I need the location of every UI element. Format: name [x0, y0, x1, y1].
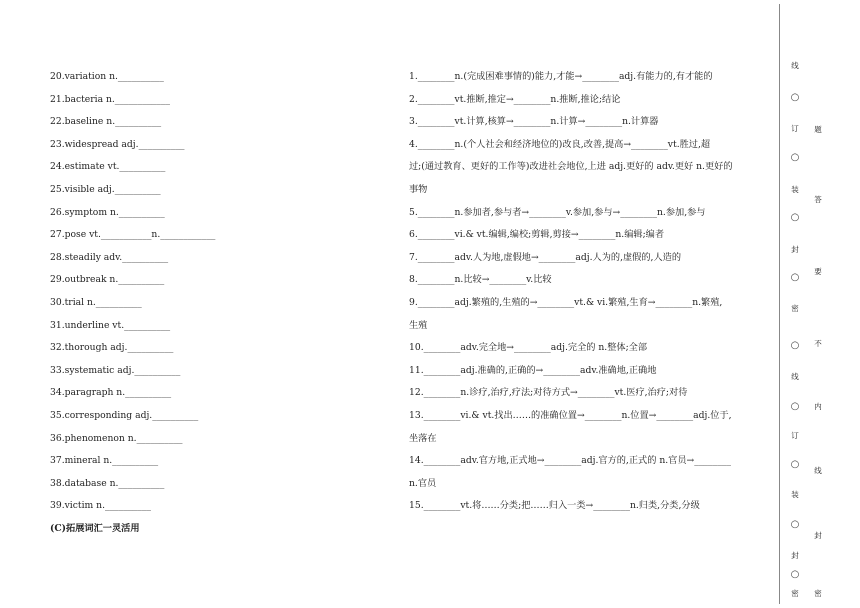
vocab-item: 33.systematic adj.__________ — [50, 364, 181, 376]
vocab-item: 34.paragraph n.__________ — [50, 387, 172, 399]
vocab-item: 31.underline vt.__________ — [50, 319, 171, 331]
exercise-line: 2.________vt.推断,推定→________n.推断,推论;结论 — [409, 93, 621, 105]
vocab-item: 22.baseline n.__________ — [50, 116, 162, 128]
vocab-item: 21.bacteria n.____________ — [50, 93, 170, 105]
exercise-line: 10.________adv.完全地→________adj.完全的 n.整体;全部 — [409, 342, 648, 354]
exercise-line: 坐落在 — [409, 432, 437, 444]
binding-circle: ○ — [790, 459, 800, 470]
vocab-item: 26.symptom n.__________ — [50, 206, 165, 218]
binding-char: 密 — [791, 589, 799, 598]
exercise-line: 7.________adv.人为地,虚假地→________adj.人为的,虚假的,人造的 — [409, 251, 682, 263]
vocab-list-left — [50, 66, 380, 540]
binding-circle: ○ — [790, 152, 800, 163]
binding-circle: ○ — [790, 569, 800, 580]
vocab-list-right — [409, 66, 761, 518]
exercise-line: n.官员 — [409, 477, 437, 489]
vocab-item: 28.steadily adv.__________ — [50, 251, 169, 263]
binding-line — [779, 4, 780, 604]
exercise-line: 12.________n.诊疗,治疗,疗法;对待方式→________vt.医疗,治疗;对待 — [409, 387, 688, 399]
vocab-item: 39.victim n.__________ — [50, 500, 151, 512]
binding-char: 封 — [791, 245, 799, 254]
binding-char: 装 — [791, 490, 799, 499]
binding-circle: ○ — [790, 340, 800, 351]
binding-char: 装 — [791, 185, 799, 194]
binding-char: 订 — [791, 124, 799, 133]
exercise-line: 生殖 — [409, 319, 428, 331]
exercise-line: 13.________vi.& vt.找出……的准确位置→________n.位置→________adj.位于, — [409, 409, 732, 421]
section-heading: (C)拓展词汇一灵活用 — [50, 522, 140, 534]
binding-char: 线 — [791, 61, 799, 70]
binding-char: 答 — [814, 195, 822, 204]
vocab-item: 38.database n.__________ — [50, 477, 165, 489]
binding-circle: ○ — [790, 401, 800, 412]
binding-circle: ○ — [790, 212, 800, 223]
vocab-item: 36.phenomenon n.__________ — [50, 432, 183, 444]
exercise-line: 4.________n.(个人社会和经济地位的)改良,改善,提高→________vt.胜过,超 — [409, 138, 711, 150]
exercise-line: 15.________vt.将……分类;把……归入一类→________n.归类,分类,分级 — [409, 500, 700, 512]
vocab-item: 32.thorough adj.__________ — [50, 342, 174, 354]
binding-char: 封 — [814, 531, 822, 540]
exercise-line: 5.________n.参加者,参与者→________v.参加,参与→________n.参加,参与 — [409, 206, 706, 218]
binding-char: 内 — [814, 402, 822, 411]
vocab-item: 24.estimate vt.__________ — [50, 161, 166, 173]
exercise-line: 11.________adj.准确的,正确的→________adv.准确地,正确地 — [409, 364, 657, 376]
binding-marks-inner — [811, 0, 825, 608]
vocab-item: 25.visible adj.__________ — [50, 183, 161, 195]
binding-char: 订 — [791, 431, 799, 440]
exercise-line: 3.________vt.计算,核算→________n.计算→________n.计算器 — [409, 116, 659, 128]
binding-circle: ○ — [790, 519, 800, 530]
vocab-item: 27.pose vt.___________n.____________ — [50, 229, 216, 241]
exercise-line: 9.________adj.繁殖的,生殖的→________vt.& vi.繁殖,生育→________n.繁殖, — [409, 296, 723, 308]
vocab-item: 20.variation n.__________ — [50, 71, 164, 82]
vocab-item: 29.outbreak n.__________ — [50, 274, 165, 286]
vocab-item: 35.corresponding adj.__________ — [50, 409, 199, 421]
exercise-line: 14.________adv.官方地,正式地→________adj.官方的,正式的 n.官员→________ — [409, 455, 731, 467]
binding-char: 要 — [814, 267, 822, 276]
exercise-line: 1.________n.(完成困难事情的)能力,才能→________adj.有能力的,有才能的 — [409, 71, 713, 82]
vocab-item: 23.widespread adj.__________ — [50, 138, 185, 150]
exercise-line: 6.________vi.& vt.编辑,编校;剪辑,剪接→________n.编辑;编者 — [409, 229, 665, 241]
binding-char: 线 — [791, 372, 799, 381]
binding-circle: ○ — [790, 92, 800, 103]
binding-char: 封 — [791, 551, 799, 560]
binding-char: 密 — [791, 304, 799, 313]
binding-char: 不 — [814, 339, 822, 348]
vocab-item: 37.mineral n.__________ — [50, 455, 159, 467]
vocab-item: 30.trial n.__________ — [50, 296, 142, 308]
binding-char: 线 — [814, 466, 822, 475]
binding-marks-outer — [788, 0, 802, 608]
binding-circle: ○ — [790, 272, 800, 283]
exercise-line: 8.________n.比较→________v.比较 — [409, 274, 552, 286]
exercise-line: 事物 — [409, 183, 428, 195]
binding-char: 题 — [814, 125, 822, 134]
exercise-line: 过;(通过教育、更好的工作等)改进社会地位,上进 adj.更好的 adv.更好 n.更好的 — [409, 161, 733, 173]
binding-char: 密 — [814, 589, 822, 598]
